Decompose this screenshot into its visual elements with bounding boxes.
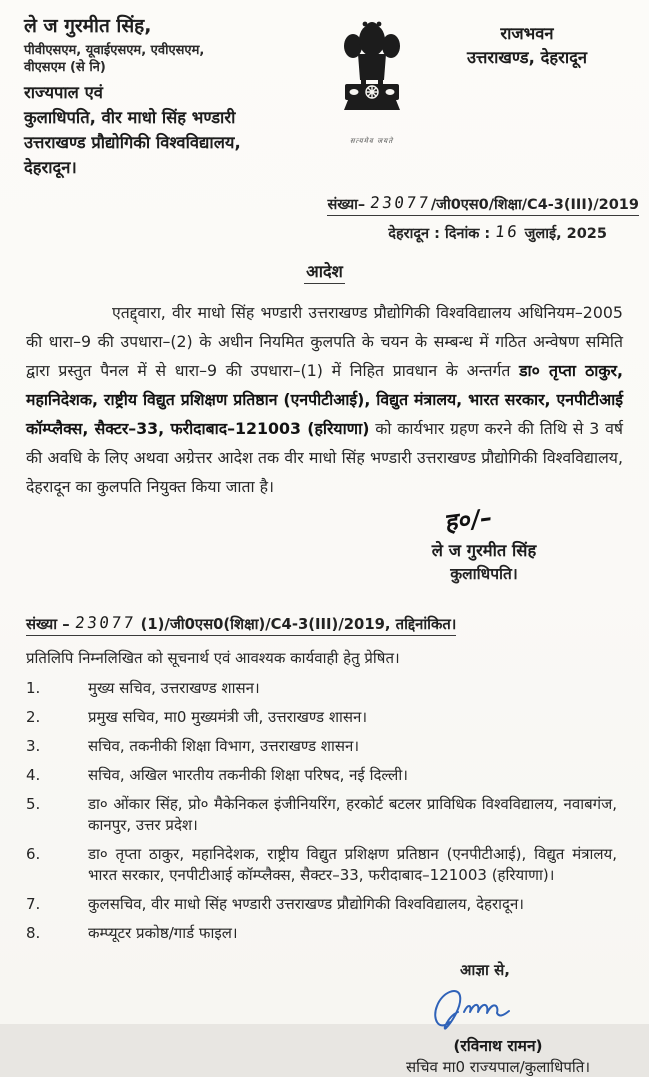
governor-designation: कुलाधिपति। <box>450 565 518 584</box>
list-item-text: प्रमुख सचिव, मा0 मुख्यमंत्री जी, उत्तराखण्ड शासन। <box>88 708 368 727</box>
governor-name: ले ज गुरमीत सिंह <box>431 541 537 561</box>
list-item-number: 1. <box>26 679 41 698</box>
list-item <box>26 765 623 786</box>
emblem-motto: सत्यमेव जयते <box>349 137 394 145</box>
secretary-designation: सचिव मा0 राज्यपाल/कुलाधिपति। <box>405 1058 591 1077</box>
copy-intro: प्रतिलिपि निम्नलिखित को सूचनार्थ एवं आवश्यक कार्यवाही हेतु प्रेषित। <box>26 649 400 668</box>
secretary-signature-block <box>383 960 613 1077</box>
letterhead <box>0 0 649 180</box>
list-item-text: डा० तृप्ता ठाकुर, महानिदेशक, राष्ट्रीय विद्युत प्रशिक्षण प्रतिष्ठान (एनपीटीआई), विद्युत मंत्रालय, भारत सरकार, एनपीटीआई कॉम्प्लैक्स, सैक्टर–33, फरीदाबाद–121003 (हरियाणा)। <box>88 845 617 885</box>
copy-reference-line <box>26 614 456 636</box>
list-item-number: 6. <box>26 845 41 864</box>
reference-label: संख्या– <box>327 197 366 214</box>
reference-block <box>0 194 639 216</box>
date-prefix: देहरादून : दिनांक : <box>388 226 491 243</box>
list-item <box>26 794 623 836</box>
order-heading-row <box>0 259 649 284</box>
copy-reference-row <box>26 614 649 636</box>
signed-mark-handwritten: ह०/– <box>445 503 493 538</box>
office-line2: उत्तराखण्ड, देहरादून <box>466 47 588 67</box>
list-item <box>26 844 623 886</box>
sender-role-line1: राज्यपाल एवं <box>24 83 103 103</box>
order-heading: आदेश <box>304 259 345 284</box>
national-emblem-of-india-icon <box>327 14 417 180</box>
list-item-number: 7. <box>26 895 41 914</box>
list-item-text: कुलसचिव, वीर माधो सिंह भण्डारी उत्तराखण्ड प्रौद्योगिकी विश्वविद्यालय, देहरादून। <box>88 895 524 914</box>
sender-role-line4: देहरादून। <box>24 157 77 177</box>
date-handwritten: 16 <box>494 222 521 242</box>
sender-role <box>24 81 316 180</box>
list-item-number: 8. <box>26 924 41 943</box>
list-item <box>26 678 623 699</box>
reference-number-handwritten: 23077 <box>369 193 432 213</box>
list-item <box>26 707 623 728</box>
copy-ref-label: संख्या – <box>26 616 75 634</box>
order-text-after: को कार्यभार ग्रहण करने की तिथि से 3 वर्ष की अवधि के लिए अथवा अग्रेत्तर आदेश तक वीर माधो सिंह भण्डारी उत्तराखण्ड प्रौद्योगिकी विश्वविद्यालय, देहरादून का कुलपति नियुक्त किया जाता है। <box>26 419 623 497</box>
sender-role-line2: कुलाधिपति, वीर माधो सिंह भण्डारी <box>24 108 236 128</box>
secretary-name: (रविनाथ रामन) <box>453 1037 543 1056</box>
office-block <box>427 14 627 180</box>
list-item-text: मुख्य सचिव, उत्तराखण्ड शासन। <box>88 679 260 698</box>
sender-role-line3: उत्तराखण्ड प्रौद्योगिकी विश्वविद्यालय, <box>24 132 241 152</box>
reference-number-line <box>327 194 639 216</box>
governor-signature-block <box>389 503 579 584</box>
copy-ref-rest: (1)/जी0एस0(शिक्षा)/C4-3(III)/2019, तद्दिनांकित। <box>135 616 457 634</box>
list-item-text: डा० ओंकार सिंह, प्रो० मैकेनिकल इंजीनियरिंग, हरकोर्ट बटलर प्राविधिक विश्वविद्यालय, नवाबगंज, कानपुर, उत्तर प्रदेश। <box>88 795 617 835</box>
by-order-text: आज्ञा से, <box>460 961 510 980</box>
list-item-number: 2. <box>26 708 41 727</box>
office-line1: राजभवन <box>500 24 554 43</box>
sender-block <box>24 14 316 180</box>
reference-number-rest: /जी0एस0/शिक्षा/C4-3(III)/2019 <box>430 197 639 214</box>
order-text-appointee: डा० तृप्ता ठाकुर, महानिदेशक, राष्ट्रीय विद्युत प्रशिक्षण प्रतिष्ठान (एनपीटीआई), विद्युत मंत्रालय, भारत सरकार, एनपीटीआई कॉम्प्लैक्स, सैक्टर–33, फरीदाबाद–121003 (हरियाणा) <box>26 361 623 439</box>
sender-honors-line1: पीवीएसएम, यूवाईएसएम, एवीएसएम, <box>24 43 205 59</box>
list-item-number: 4. <box>26 766 41 785</box>
list-item-text: सचिव, अखिल भारतीय तकनीकी शिक्षा परिषद, नई दिल्ली। <box>88 766 408 785</box>
list-item <box>26 923 623 944</box>
list-item <box>26 736 623 757</box>
list-item-text: कम्प्यूटर प्रकोष्ठ/गार्ड फाइल। <box>88 924 238 943</box>
secretary-signature-icon <box>383 982 613 1038</box>
date-rest: जुलाई, 2025 <box>524 226 607 243</box>
sender-honors-line2: वीएसएम (से नि) <box>24 60 106 76</box>
order-paragraph <box>26 298 623 501</box>
list-item <box>26 894 623 915</box>
list-item-number: 3. <box>26 737 41 756</box>
copy-ref-handwritten: 23077 <box>73 613 137 633</box>
sender-name: ले ज गुरमीत सिंह, <box>24 15 152 37</box>
copy-recipient-list <box>26 678 623 944</box>
date-line <box>0 223 645 243</box>
list-item-text: सचिव, तकनीकी शिक्षा विभाग, उत्तराखण्ड शासन। <box>88 737 360 756</box>
order-text-before: एतद्द्वारा, वीर माधो सिंह भण्डारी उत्तराखण्ड प्रौद्योगिकी विश्वविद्यालय अधिनियम–2005 की धारा–9 की उपधारा–(2) के अधीन नियमित कुलपति के चयन के सम्बन्ध में गठित अन्वेषण समिति द्वारा प्रस्तुत पैनल में से धारा–9 की उपधारा–(1) में निहित प्रावधान के अन्तर्गत <box>26 303 623 381</box>
list-item-number: 5. <box>26 795 41 814</box>
